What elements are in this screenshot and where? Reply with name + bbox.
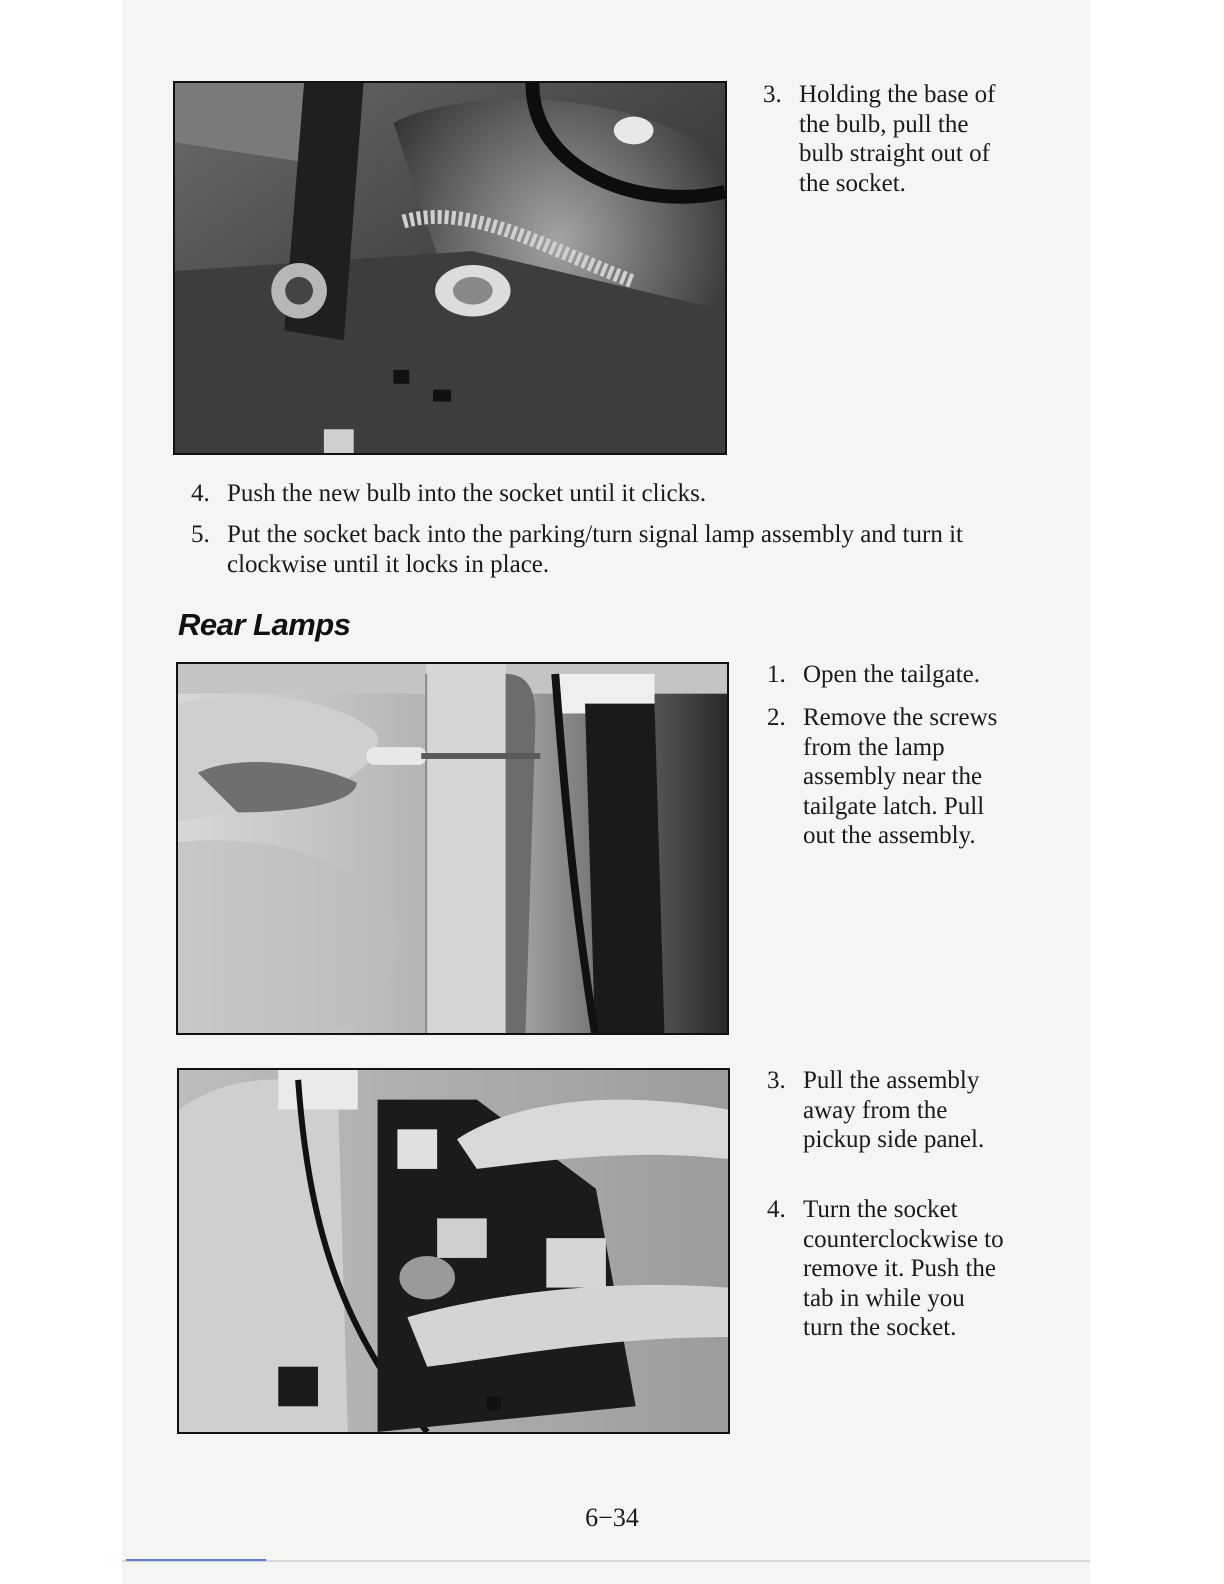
parking-lamp-bulb-photo (173, 81, 727, 455)
step-3-pull-assembly (767, 1066, 1007, 1155)
page-bottom-rule (122, 1560, 1090, 1562)
step-3-remove-bulb (763, 80, 1003, 198)
step-4-turn-socket (767, 1195, 1007, 1343)
step-text: Push the new bulb into the socket until it clicks. (227, 480, 707, 507)
page-link-underline (126, 1559, 266, 1561)
step-text: Turn the socket counterclockwise to remove it. Push the tab in while you turn the socket. (803, 1196, 1004, 1341)
screwdriver-image (178, 664, 727, 1033)
step-text: Put the socket back into the parking/turn signal lamp assembly and turn it clockwise until it locks in place. (227, 521, 963, 578)
step-number: 5. (191, 521, 210, 548)
step-4-insert-bulb (191, 479, 1011, 509)
step-number: 3. (763, 81, 782, 108)
step-text: Remove the screws from the lamp assembly near the tailgate latch. Pull out the assembly. (803, 704, 998, 849)
step-5-replace-socket (191, 520, 1011, 579)
step-text: Pull the assembly away from the pickup side panel. (803, 1067, 985, 1153)
tailgate-screw-photo (176, 662, 729, 1035)
step-2-remove-screws (767, 703, 1007, 851)
step-number: 3. (767, 1067, 786, 1094)
step-number: 1. (767, 661, 786, 688)
lamp-assembly-image (179, 1070, 728, 1432)
step-number: 4. (191, 480, 210, 507)
lamp-assembly-photo (177, 1068, 730, 1434)
step-text: Open the tailgate. (803, 661, 981, 688)
page-number: 6−34 (585, 1503, 639, 1532)
step-number: 2. (767, 704, 786, 731)
step-1-open-tailgate (767, 660, 1007, 690)
section-heading: Rear Lamps (178, 607, 351, 642)
bulb-socket-image (175, 83, 725, 453)
step-text: Holding the base of the bulb, pull the bulb straight out of the socket. (799, 81, 996, 197)
step-number: 4. (767, 1196, 786, 1223)
